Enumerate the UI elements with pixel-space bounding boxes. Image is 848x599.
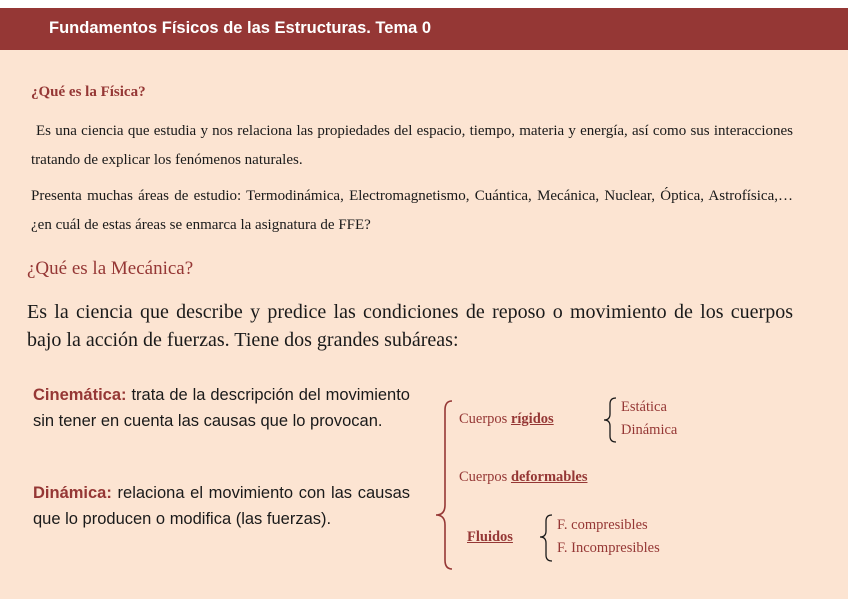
dinamica-text: relaciona el movimiento con las causas que lo producen o modifica (las fuerzas). — [33, 484, 410, 528]
fisica-areas: Presenta muchas áreas de estudio: Termodinámica, Electromagnetismo, Cuántica, Mecánica, Nuclear, Óptica, Astrofísica,… ¿en cuál de estas áreas se enmarca la asignatura de FFE? — [31, 188, 793, 233]
f-compresibles-label: F. compresibles — [557, 517, 648, 533]
mecanica-definition: Es la ciencia que describe y predice las condiciones de reposo o movimiento de los cuerpos bajo la acción de fuerzas. Tiene dos grandes subáreas: — [27, 301, 793, 351]
cinematica-term: Cinemática: — [33, 386, 127, 404]
fluidos-label — [467, 529, 513, 546]
rigidos-brace — [604, 398, 616, 442]
cuerpos-deformables-label: Cuerpos deformables — [459, 469, 588, 485]
question-mecanica: ¿Qué es la Mecánica? — [27, 258, 194, 279]
main-brace — [436, 401, 452, 569]
question-fisica: ¿Qué es la Física? — [31, 84, 146, 100]
top-strip — [0, 0, 848, 8]
slide-title: Fundamentos Físicos de las Estructuras. Tema 0 — [49, 19, 432, 37]
fisica-definition: Es una ciencia que estudia y nos relaciona las propiedades del espacio, tiempo, materia y energía, así como sus interacciones tratando de explicar los fenómenos naturales. — [31, 123, 793, 168]
rigidos-emphasis: rígidos — [510, 411, 554, 427]
dinamica-rigidos-label: Dinámica — [621, 422, 678, 438]
estatica-label: Estática — [621, 399, 667, 415]
fluidos-emphasis: Fluidos — [467, 529, 513, 545]
f-incompresibles-label: F. Incompresibles — [557, 540, 660, 556]
cuerpos-rigidos-label: Cuerpos rígidos — [459, 411, 554, 427]
dinamica-definition — [33, 480, 410, 532]
cinematica-definition — [33, 382, 410, 434]
cinematica-text: trata de la descripción del movimiento sin tener en cuenta las causas que lo provocan. — [33, 386, 410, 430]
dinamica-term: Dinámica: — [33, 484, 112, 502]
fluidos-brace — [540, 515, 552, 561]
deformables-emphasis: deformables — [510, 469, 588, 485]
